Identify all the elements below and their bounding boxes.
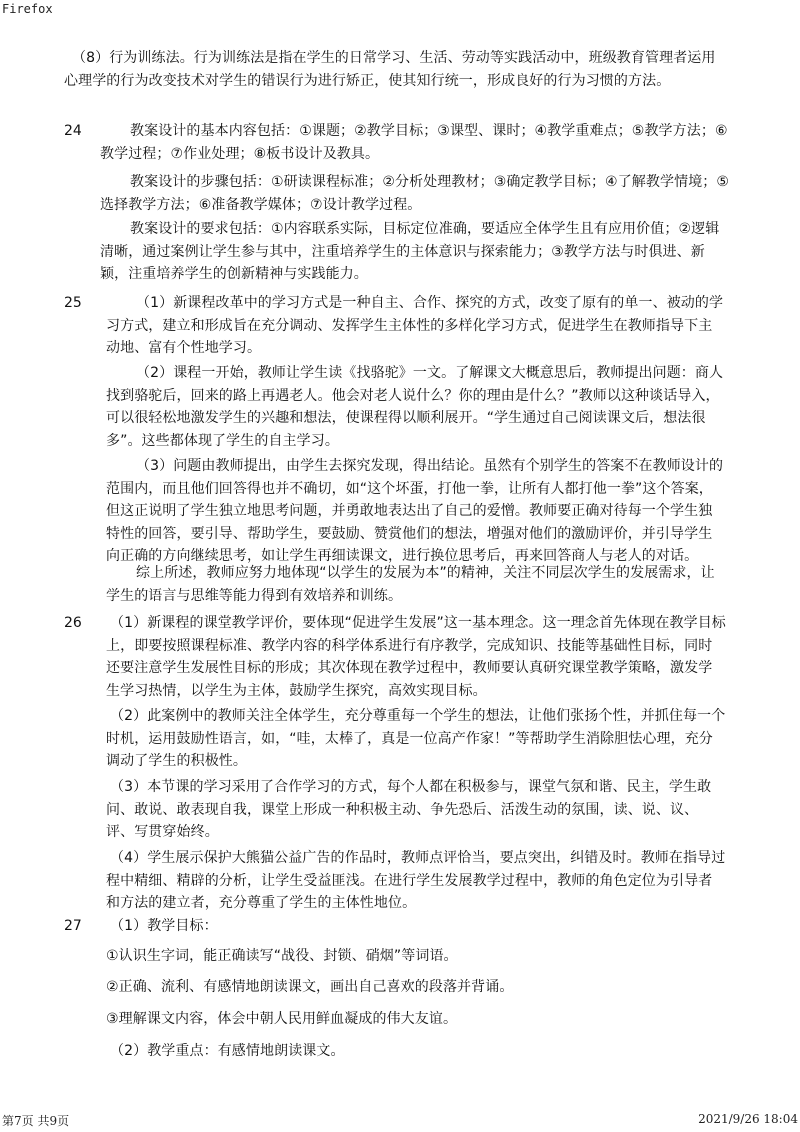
q27-paragraph-1: （1）教学目标：: [110, 918, 218, 934]
q26-paragraph-2: （2）此案例中的教师关注全体学生，充分尊重每一个学生的想法，让他们张扬个性，并抓住每一个时机，运用鼓励性语言，如，“哇，太棒了，真是一位高产作家！”等帮助学生消除胆怯心理，充分调动了学生的积极性。: [106, 708, 726, 769]
q25-paragraph-1: （1）新课程改革中的学习方式是一种自主、合作、探究的方式，改变了原有的单一、被动的学习方式，建立和形成旨在充分调动、发挥学生主体性的多样化学习方式，促进学生在教师指导下主动地、富有个性地学习。: [106, 295, 724, 356]
page-number: 第7页 共9页: [2, 1114, 70, 1128]
q25-paragraph-2: （2）课程一开始，教师让学生读《找骆驼》一文。了解课文大概意思后，教师提出问题：商人找到骆驼后，回来的路上再遇老人。他会对老人说什么？你的理由是什么？”教师以这种谈话导入，可以很轻松地激发学生的兴趣和想法，使课程得以顺利展开。“学生通过自己阅读课文后，想法很多”。这些都体现了学生的自主学习。: [106, 365, 724, 449]
q25-paragraph-3: （3）问题由教师提出，由学生去探究发现，得出结论。虽然有个别学生的答案不在教师设计的范围内，而且他们回答得也并不确切，如“这个坏蛋，打他一拳，让所有人都打他一拳”这个答案，但这正说明了学生独立地思考问题，并勇敢地表达出了自己的爱憎。教师要正确对待每一个学生独特性的回答，要引导、帮助学生，要鼓励、赞赏他们的想法，增强对他们的激励评价，并引导学生向正确的方向继续思考，如让学生再细读课文，进行换位思考后，再来回答商人与老人的对话。: [106, 458, 724, 564]
q27-paragraph-5: （2）教学重点：有感情地朗读课文。: [110, 1043, 345, 1059]
q26-paragraph-3: （3）本节课的学习采用了合作学习的方式，每个人都在积极参与，课堂气氛和谐、民主，学生敢问、敢说、敢表现自我，课堂上形成一种积极主动、争先恐后、活泼生动的氛围，读、说、议、评、写贯穿始终。: [106, 779, 712, 840]
question-number-26: 26: [64, 615, 82, 631]
browser-title: Firefox: [2, 2, 53, 16]
q24-paragraph-2: 教案设计的步骤包括：①研读课程标准；②分析处理教材；③确定教学目标；④了解教学情境；⑤选择教学方法；⑥准备教学媒体；⑦设计教学过程。: [100, 174, 730, 213]
question-number-24: 24: [64, 123, 82, 139]
question-number-27: 27: [64, 918, 82, 934]
question-number-25: 25: [64, 295, 82, 311]
q24-paragraph-3: 教案设计的要求包括：①内容联系实际，目标定位准确，要适应全体学生且有应用价值；②逻辑清晰，通过案例让学生参与其中，注重培养学生的主体意识与探索能力；③教学方法与时俱进、新颖，注重培养学生的创新精神与实践能力。: [100, 221, 720, 282]
q24-paragraph-1: 教案设计的基本内容包括：①课题；②教学目标；③课型、课时；④教学重难点；⑤教学方法；⑥教学过程；⑦作业处理；⑧板书设计及教具。: [100, 123, 728, 162]
q27-paragraph-4: ③理解课文内容，体会中朝人民用鲜血凝成的伟大友谊。: [106, 1011, 458, 1027]
print-timestamp: 2021/9/26 18:04: [698, 1112, 798, 1126]
q26-paragraph-4: （4）学生展示保护大熊猫公益广告的作品时，教师点评恰当，要点突出，纠错及时。教师在指导过程中精细、精辟的分析，让学生受益匪浅。在进行学生发展教学过程中，教师的角色定位为引导者和方法的建立者，充分尊重了学生的主体性地位。: [106, 850, 726, 911]
q26-paragraph-1: （1）新课程的课堂教学评价，要体现“促进学生发展”这一基本理念。这一理念首先体现在教学目标上，即要按照课程标准、教学内容的科学体系进行有序教学，完成知识、技能等基础性目标，同时还要注意学生发展性目标的形成；其次体现在教学过程中，教师要认真研究课堂教学策略，激发学生学习热情，以学生为主体，鼓励学生探究，高效实现目标。: [106, 615, 726, 699]
intro-paragraph: （8）行为训练法。行为训练法是指在学生的日常学习、生活、劳动等实践活动中，班级教育管理者运用心理学的行为改变技术对学生的错误行为进行矫正，使其知行统一，形成良好的行为习惯的方法。: [64, 50, 716, 89]
q27-paragraph-2: ①认识生字词，能正确读写“战役、封锁、硝烟”等词语。: [106, 948, 458, 964]
q27-paragraph-3: ②正确、流利、有感情地朗读课文，画出自己喜欢的段落并背诵。: [106, 979, 514, 995]
q25-paragraph-4: 综上所述，教师应努力地体现“以学生的发展为本”的精神，关注不同层次学生的发展需求，让学生的语言与思维等能力得到有效培养和训练。: [106, 565, 715, 604]
